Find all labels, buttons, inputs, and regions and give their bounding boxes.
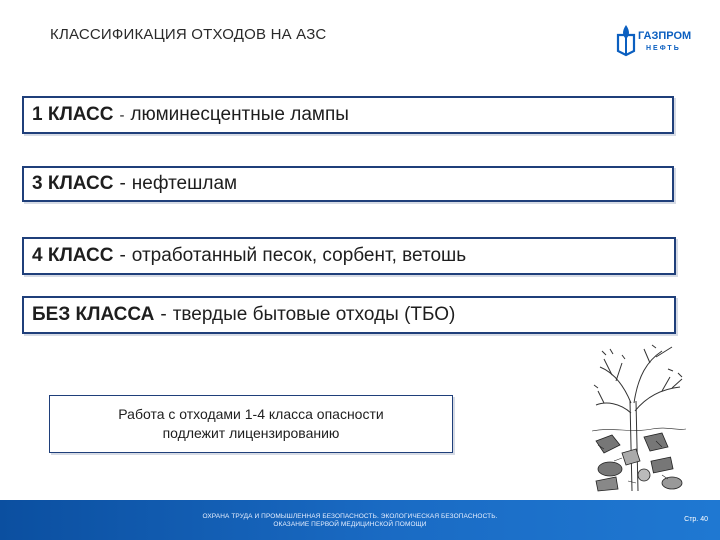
class-separator: -	[160, 304, 167, 325]
class-label: 1 КЛАСС	[32, 104, 114, 125]
logo-text-top: ГАЗПРОМ	[638, 30, 692, 42]
class-separator: -	[119, 245, 126, 266]
no-class-box	[22, 296, 676, 334]
tree-waste-illustration	[592, 341, 686, 493]
slide-title: КЛАССИФИКАЦИЯ ОТХОДОВ НА АЗС	[50, 26, 327, 43]
class-label: БЕЗ КЛАССА	[32, 304, 155, 325]
class-description: твердые бытовые отходы (ТБО)	[172, 304, 456, 325]
class-description: люминесцентные лампы	[130, 104, 349, 125]
footer-line-1: ОХРАНА ТРУДА И ПРОМЫШЛЕННАЯ БЕЗОПАСНОСТЬ. ЭКОЛОГИЧЕСКАЯ БЕЗОПАСНОСТЬ.	[202, 513, 498, 520]
class-separator: -	[119, 173, 126, 194]
class-description: нефтешлам	[131, 173, 238, 194]
footer-text	[160, 513, 540, 529]
license-note-line-2: подлежит лицензированию	[162, 425, 340, 441]
license-note-line-1: Работа с отходами 1-4 класса опасности	[118, 406, 384, 422]
gazprom-neft-logo	[616, 21, 708, 59]
logo-text-bottom: НЕФТЬ	[646, 45, 681, 52]
class-3-box	[22, 166, 674, 202]
gazprom-logo-icon	[616, 21, 708, 59]
class-4-box	[22, 237, 676, 275]
class-1-box	[22, 96, 674, 134]
class-label: 4 КЛАСС	[32, 245, 114, 266]
page-number: Стр. 40	[684, 516, 708, 523]
footer-bar	[0, 500, 720, 540]
class-separator: -	[119, 106, 125, 124]
class-description: отработанный песок, сорбент, ветошь	[131, 245, 467, 266]
class-label: 3 КЛАСС	[32, 173, 114, 194]
license-note-box	[49, 395, 453, 453]
footer-line-2: ОКАЗАНИЕ ПЕРВОЙ МЕДИЦИНСКОЙ ПОМОЩИ	[273, 521, 427, 528]
